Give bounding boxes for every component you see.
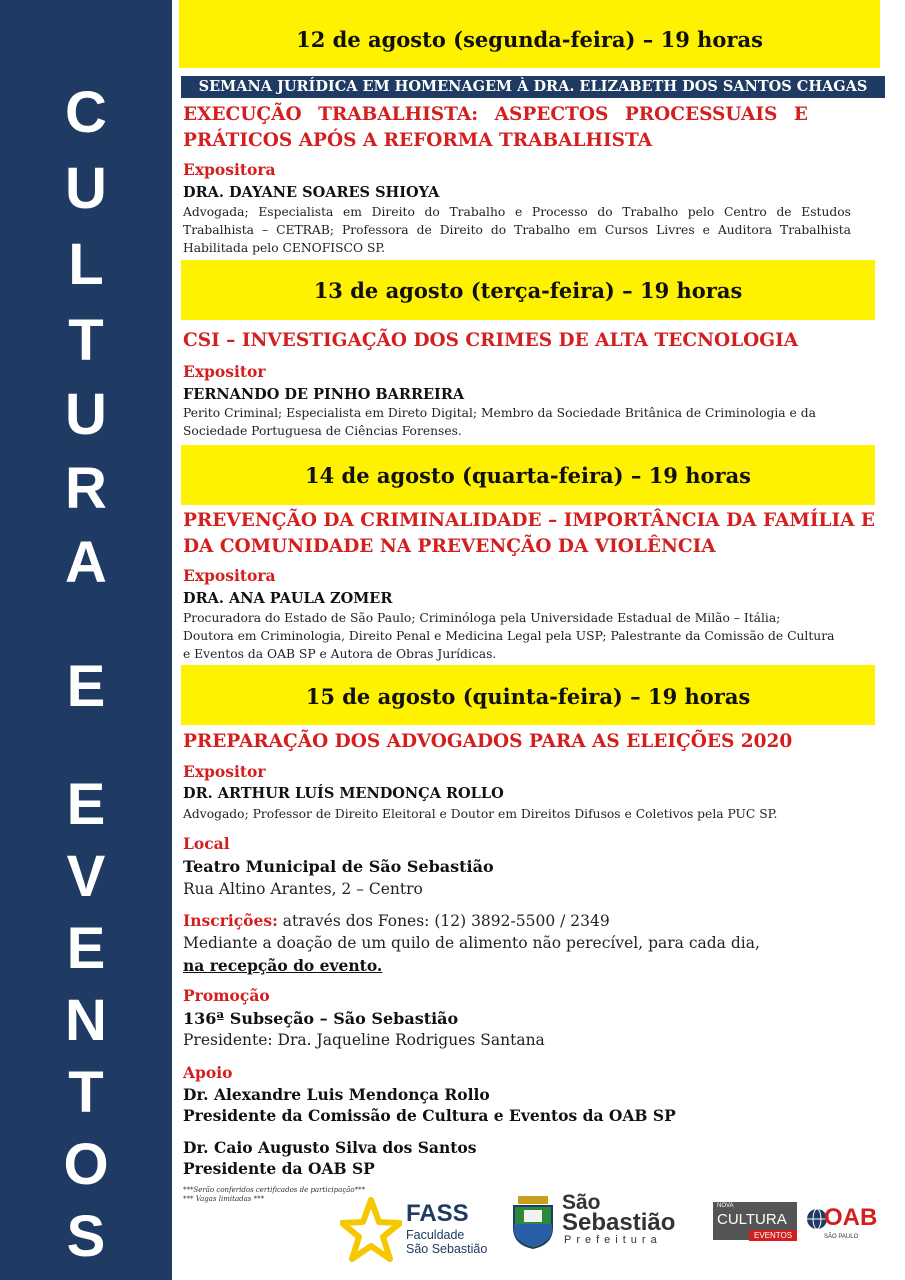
oab-logo-subtitle: SÃO PAULO: [824, 1234, 859, 1240]
speaker-name: DRA. DAYANE SOARES SHIOYA: [183, 184, 440, 201]
speaker-bio: Sociedade Portuguesa de Ciências Forenses.: [183, 424, 462, 438]
fass-subtitle: São Sebastião: [406, 1242, 488, 1256]
apoio-role: Presidente da OAB SP: [183, 1159, 375, 1178]
sidebar-letter: L: [68, 232, 104, 297]
cultura-logo-top: NOVA: [717, 1203, 734, 1209]
speaker-bio: Procuradora do Estado de São Paulo; Criminóloga pela Universidade Estadual de Milão – Itália;: [183, 611, 781, 625]
oab-logo: [806, 1204, 876, 1248]
speaker-name: FERNANDO DE PINHO BARREIRA: [183, 386, 465, 403]
star-icon: [340, 1196, 402, 1266]
event-title: CSI – INVESTIGAÇÃO DOS CRIMES DE ALTA TECNOLOGIA: [183, 330, 799, 351]
event-title: PRÁTICOS APÓS A REFORMA TRABALHISTA: [183, 130, 653, 151]
ss-logo-text: São: [562, 1191, 601, 1214]
sidebar-letter: U: [65, 156, 107, 221]
speaker-bio: Trabalhista – CETRAB; Professora de Direito do Trabalho em Cursos Livres e Auditora Trabalhista: [183, 223, 851, 237]
speaker-role-label: Expositor: [183, 362, 266, 381]
event-title: PREPARAÇÃO DOS ADVOGADOS PARA AS ELEIÇÕES 2020: [183, 731, 793, 752]
date-banner: 12 de agosto (segunda-feira) – 19 horas: [179, 0, 880, 68]
sidebar-letter: E: [66, 654, 106, 719]
speaker-bio: Advogado; Professor de Direito Eleitoral e Doutor em Direitos Difusos e Coletivos pela PUC SP.: [183, 807, 778, 821]
event-series-subtitle: SEMANA JURÍDICA EM HOMENAGEM À DRA. ELIZABETH DOS SANTOS CHAGAS: [181, 76, 885, 98]
fass-subtitle: Faculdade: [406, 1228, 465, 1242]
speaker-name: DR. ARTHUR LUÍS MENDONÇA ROLLO: [183, 785, 504, 802]
speaker-bio: Habilitada pelo CENOFISCO SP.: [183, 241, 386, 255]
venue-address: Rua Altino Arantes, 2 – Centro: [183, 880, 423, 898]
sidebar-letter: U: [65, 382, 107, 447]
sidebar-banner: [0, 0, 172, 1280]
sidebar-letter: S: [66, 1204, 106, 1269]
speaker-bio: Perito Criminal; Especialista em Direto Digital; Membro da Sociedade Britânica de Criminologia e da: [183, 406, 816, 420]
sidebar-letter: V: [66, 844, 106, 909]
promocao-label: Promoção: [183, 986, 270, 1005]
date-banner: 15 de agosto (quinta-feira) – 19 horas: [181, 665, 875, 725]
cultura-logo-main: CULTURA: [717, 1211, 787, 1228]
ss-logo-text: Sebastião: [562, 1209, 676, 1236]
coat-of-arms-icon: [510, 1194, 556, 1250]
inscricoes-label: Inscrições:: [183, 911, 278, 930]
sao-sebastiao-prefeitura-logo: [510, 1192, 690, 1252]
speaker-bio: Doutora em Criminologia, Direito Penal e Medicina Legal pela USP; Palestrante da Comissão de Cultura: [183, 629, 835, 643]
sidebar-letter: E: [66, 772, 106, 837]
sidebar-letter: O: [63, 1132, 109, 1197]
apoio-role: Presidente da Comissão de Cultura e Eventos da OAB SP: [183, 1106, 676, 1125]
sidebar-letter: E: [66, 916, 106, 981]
sidebar-letter: C: [65, 80, 107, 145]
promocao-president: Presidente: Dra. Jaqueline Rodrigues Santana: [183, 1031, 545, 1049]
vagas-note: *** Vagas limitadas ***: [183, 1195, 265, 1203]
apoio-name: Dr. Caio Augusto Silva dos Santos: [183, 1138, 477, 1157]
sidebar-letter: T: [68, 1060, 104, 1125]
speaker-role-label: Expositora: [183, 566, 276, 585]
apoio-name: Dr. Alexandre Luis Mendonça Rollo: [183, 1085, 490, 1104]
inscricoes-note-emphasis: na recepção do evento.: [183, 956, 383, 975]
speaker-role-label: Expositora: [183, 160, 276, 179]
inscricoes-note: Mediante a doação de um quilo de alimento não perecível, para cada dia,: [183, 934, 760, 952]
event-title: DA COMUNIDADE NA PREVENÇÃO DA VIOLÊNCIA: [183, 536, 716, 557]
sidebar-letter: R: [65, 456, 107, 521]
sidebar-letter: A: [65, 530, 107, 595]
cultura-logo-tag: EVENTOS: [749, 1230, 797, 1241]
date-banner: 13 de agosto (terça-feira) – 19 horas: [181, 260, 875, 320]
inscricoes-phones: através dos Fones: (12) 3892-5500 / 2349: [282, 912, 610, 930]
fass-logo: [340, 1196, 500, 1266]
date-banner: 14 de agosto (quarta-feira) – 19 horas: [181, 445, 875, 505]
ss-logo-subtitle: Prefeitura: [564, 1234, 662, 1246]
oab-logo-text: OAB: [824, 1204, 878, 1231]
apoio-label: Apoio: [183, 1063, 233, 1082]
fass-name: FASS: [406, 1200, 469, 1227]
speaker-role-label: Expositor: [183, 762, 266, 781]
event-title: EXECUÇÃO TRABALHISTA: ASPECTOS PROCESSUAIS E: [183, 104, 808, 125]
inscricoes-line: [183, 911, 610, 930]
sidebar-letter: N: [65, 988, 107, 1053]
speaker-name: DRA. ANA PAULA ZOMER: [183, 590, 393, 607]
speaker-bio: e Eventos da OAB SP e Autora de Obras Jurídicas.: [183, 647, 497, 661]
promocao-org: 136ª Subseção – São Sebastião: [183, 1009, 459, 1028]
event-title: PREVENÇÃO DA CRIMINALIDADE – IMPORTÂNCIA DA FAMÍLIA E: [183, 510, 876, 531]
nova-cultura-eventos-logo: [713, 1202, 801, 1250]
local-label: Local: [183, 834, 230, 853]
certificate-note: ***Serão conferidos certificados de participação***: [183, 1186, 366, 1194]
sidebar-letter: T: [68, 308, 104, 373]
speaker-bio: Advogada; Especialista em Direito do Trabalho e Processo do Trabalho pelo Centro de Estudos: [183, 205, 851, 219]
venue-name: Teatro Municipal de São Sebastião: [183, 857, 494, 876]
